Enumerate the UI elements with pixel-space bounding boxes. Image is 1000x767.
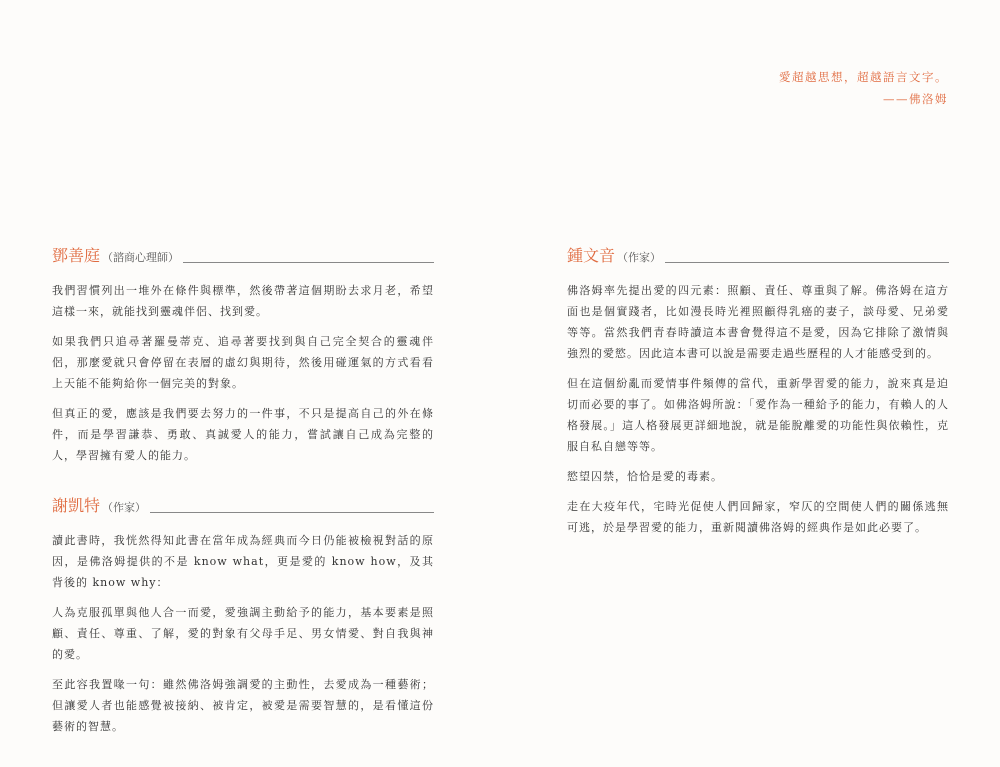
reviewer-name: 鍾文音: [567, 246, 616, 265]
epigraph-quote: [779, 66, 948, 110]
header-rule: [665, 262, 949, 263]
reviewer-name: 鄧善庭: [52, 246, 101, 265]
review-section: [52, 496, 434, 737]
right-column: [567, 246, 949, 568]
reviewer-header: [52, 246, 434, 266]
review-paragraph: 我們習慣列出一堆外在條件與標準，然後帶著這個期盼去求月老，希望這樣一來，就能找到靈魂伴侶、找到愛。: [52, 284, 434, 318]
review-paragraph: 但真正的愛，應該是我們要去努力的一件事，不只是提高自己的外在條件，而是學習謙恭、勇敢、真誠愛人的能力，嘗試讓自己成為完整的人，學習擁有愛人的能力。: [52, 407, 434, 462]
left-column: [52, 246, 434, 767]
review-paragraph: 佛洛姆率先提出愛的四元素：照顧、責任、尊重與了解。佛洛姆在這方面也是個實踐者，比如漫長時光裡照顧得乳癌的妻子，談母愛、兄弟愛等等。當然我們青春時讀這本書會覺得這不是愛，因為它排除了激情與強烈的愛慾。因此這本書可以說是需要走過些歷程的人才能感受到的。: [567, 284, 949, 360]
review-paragraph: 如果我們只追尋著羅曼蒂克、追尋著要找到與自己完全契合的靈魂伴侶，那麼愛就只會停留在表層的虛幻與期待，然後用碰運氣的方式看看上天能不能夠給你一個完美的對象。: [52, 335, 434, 390]
review-section: [52, 246, 434, 466]
header-rule: [150, 512, 434, 513]
review-section: [567, 246, 949, 538]
reviewer-name: 謝凱特: [52, 496, 101, 515]
reviewer-header: [567, 246, 949, 266]
review-paragraph: 慾望囚禁，恰恰是愛的毒素。: [567, 470, 723, 483]
reviewer-role: （作家）: [102, 501, 147, 514]
review-paragraph: 走在大疫年代，宅時光促使人們回歸家，窄仄的空間使人們的關係逃無可逃，於是學習愛的能力，重新閱讀佛洛姆的經典作是如此必要了。: [567, 500, 949, 534]
quote-attribution: ——佛洛姆: [883, 92, 948, 106]
reviewer-role: （諮商心理師）: [102, 251, 180, 264]
header-rule: [183, 262, 434, 263]
review-paragraph: 人為克服孤單與他人合一而愛，愛強調主動給予的能力，基本要素是照顧、責任、尊重、了解，愛的對象有父母手足、男女情愛、對自我與神的愛。: [52, 606, 434, 661]
reviewer-header: [52, 496, 434, 516]
reviewer-role: （作家）: [617, 251, 662, 264]
review-paragraph: 讀此書時，我恍然得知此書在當年成為經典而今日仍能被檢視對話的原因，是佛洛姆提供的不是 know what，更是愛的 know how，及其背後的 know why：: [52, 534, 434, 589]
quote-text: 愛超越思想，超越語言文字。: [779, 70, 948, 84]
review-paragraph: 但在這個紛亂而愛情事件頻傳的當代，重新學習愛的能力，說來真是迫切而必要的事了。如佛洛姆所說：「愛作為一種給予的能力，有賴人的人格發展。」這人格發展更詳細地說，就是能脫離愛的功能性與依賴性，克服自私自戀等等。: [567, 377, 949, 453]
review-paragraph: 至此容我置喙一句：雖然佛洛姆強調愛的主動性，去愛成為一種藝術；但讓愛人者也能感覺被接納、被肯定，被愛是需要智慧的，是看懂這份藝術的智慧。: [52, 678, 434, 733]
